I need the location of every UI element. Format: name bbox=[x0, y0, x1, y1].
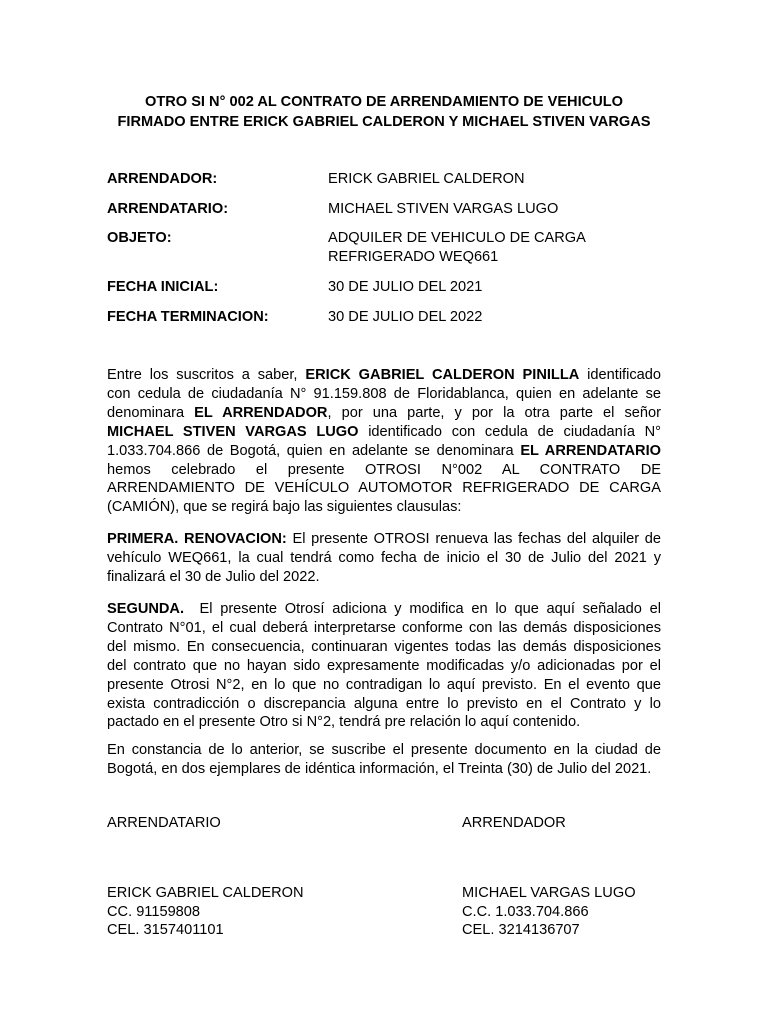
clause-line: pactado en el presente Otro si N°2, tendrá pre relación lo aquí contenido. bbox=[107, 714, 581, 731]
bold-name: ERICK GABRIEL CALDERON PINILLA bbox=[305, 367, 580, 383]
field-value: 30 DE JULIO DEL 2022 bbox=[328, 309, 483, 325]
bold-role: EL ARRENDADOR bbox=[194, 404, 328, 421]
field-label: FECHA TERMINACION: bbox=[107, 309, 269, 325]
signature-block-right bbox=[462, 884, 636, 940]
clause-line: Contrato N°01, el cual deberá interpretarse conforme con las demás disposiciones bbox=[107, 619, 661, 636]
intro-line bbox=[107, 366, 661, 385]
intro-line: hemos celebrado el presente OTROSI N°002 AL CONTRATO DE bbox=[107, 461, 661, 478]
clause-segunda bbox=[107, 600, 661, 732]
signer-phone: CEL. 3214136707 bbox=[462, 922, 580, 938]
bold-role: EL ARRENDATARIO bbox=[520, 442, 661, 459]
intro-line bbox=[107, 442, 661, 461]
signature-role-right bbox=[462, 814, 566, 833]
field-value-line-1: ADQUILER DE VEHICULO DE CARGA bbox=[328, 230, 586, 246]
clause-line: finalizará el 30 de Julio del 2022. bbox=[107, 568, 320, 585]
clause-line: del mismo. En consecuencia, continuaran vigentes todas las demás disposiciones bbox=[107, 638, 661, 655]
signature-role: ARRENDATARIO bbox=[107, 815, 221, 831]
clause-line: vehículo WEQ661, la cual tendrá como fecha de inicio el 30 de Julio del 2021 y bbox=[107, 549, 661, 566]
field-value: ERICK GABRIEL CALDERON bbox=[328, 171, 525, 187]
text-run: identificado con cedula de ciudadanía N° bbox=[368, 423, 661, 440]
text-run: El presente Otrosí adiciona y modifica en lo que aquí señalado el bbox=[199, 601, 662, 617]
field-value: 30 DE JULIO DEL 2021 bbox=[328, 279, 483, 295]
field-label: ARRENDADOR: bbox=[107, 171, 218, 187]
constancia-line: Bogotá, en dos ejemplares de idéntica información, el Treinta (30) de Julio del 2021. bbox=[107, 760, 652, 777]
signature-block-left bbox=[107, 884, 304, 940]
title-line-2: FIRMADO ENTRE ERICK GABRIEL CALDERON Y MICHAEL STIVEN VARGAS bbox=[117, 114, 651, 130]
clause-line bbox=[107, 600, 661, 619]
text-run: El presente OTROSI renueva las fechas del alquiler de bbox=[292, 531, 661, 547]
intro-line: con cedula de ciudadanía N° 91.159.808 de Floridablanca, quien en adelante se bbox=[107, 385, 661, 402]
field-label: ARRENDATARIO: bbox=[107, 201, 229, 217]
text-run: identificado bbox=[587, 367, 662, 383]
text-run: Entre los suscritos a saber, bbox=[107, 367, 298, 383]
field-value: MICHAEL STIVEN VARGAS LUGO bbox=[328, 201, 559, 217]
constancia-paragraph bbox=[107, 741, 661, 779]
field-label: FECHA INICIAL: bbox=[107, 279, 219, 295]
field-value bbox=[328, 229, 668, 267]
field-label: OBJETO: bbox=[107, 230, 172, 246]
clause-primera bbox=[107, 530, 661, 587]
clause-heading: PRIMERA. RENOVACION: bbox=[107, 531, 287, 547]
intro-line bbox=[107, 404, 661, 423]
field-value-line-2: REFRIGERADO WEQ661 bbox=[328, 249, 499, 265]
signer-name: ERICK GABRIEL CALDERON bbox=[107, 885, 304, 901]
text-run: 1.033.704.866 de Bogotá, quien en adelante se denominara bbox=[107, 442, 514, 459]
signature-role: ARRENDADOR bbox=[462, 815, 566, 831]
intro-paragraph bbox=[107, 366, 661, 517]
clause-line: del contrato que no hayan sido expresamente modificadas y/o adicionadas por el bbox=[107, 657, 661, 674]
bold-name: MICHAEL STIVEN VARGAS LUGO bbox=[107, 423, 359, 440]
intro-line: (CAMIÓN), que se regirá bajo las siguientes clausulas: bbox=[107, 499, 462, 516]
text-run: denominara bbox=[107, 404, 185, 421]
signer-id: C.C. 1.033.704.866 bbox=[462, 903, 589, 920]
document-title bbox=[0, 92, 768, 132]
clause-line: exista contradicción o discrepancia alguna entre lo previsto en el Contrato y lo bbox=[107, 695, 661, 712]
clause-heading: SEGUNDA. bbox=[107, 601, 185, 617]
intro-line bbox=[107, 423, 661, 442]
intro-line: ARRENDAMIENTO DE VEHÍCULO AUTOMOTOR REFRIGERADO DE CARGA bbox=[107, 480, 661, 497]
text-run: , por una parte, y por la otra parte el señor bbox=[327, 404, 661, 421]
title-line-1: OTRO SI N° 002 AL CONTRATO DE ARRENDAMIENTO DE VEHICULO bbox=[144, 94, 623, 110]
signature-role-left bbox=[107, 814, 221, 833]
signer-phone: CEL. 3157401101 bbox=[107, 922, 224, 938]
signer-name: MICHAEL VARGAS LUGO bbox=[462, 885, 636, 901]
signer-id: CC. 91159808 bbox=[107, 903, 201, 920]
clause-line bbox=[107, 530, 661, 549]
constancia-line: En constancia de lo anterior, se suscribe el presente documento en la ciudad de bbox=[107, 742, 661, 758]
clause-line: presente Otrosi N°2, en lo que no contradigan lo aquí previsto. En el evento que bbox=[107, 676, 661, 693]
